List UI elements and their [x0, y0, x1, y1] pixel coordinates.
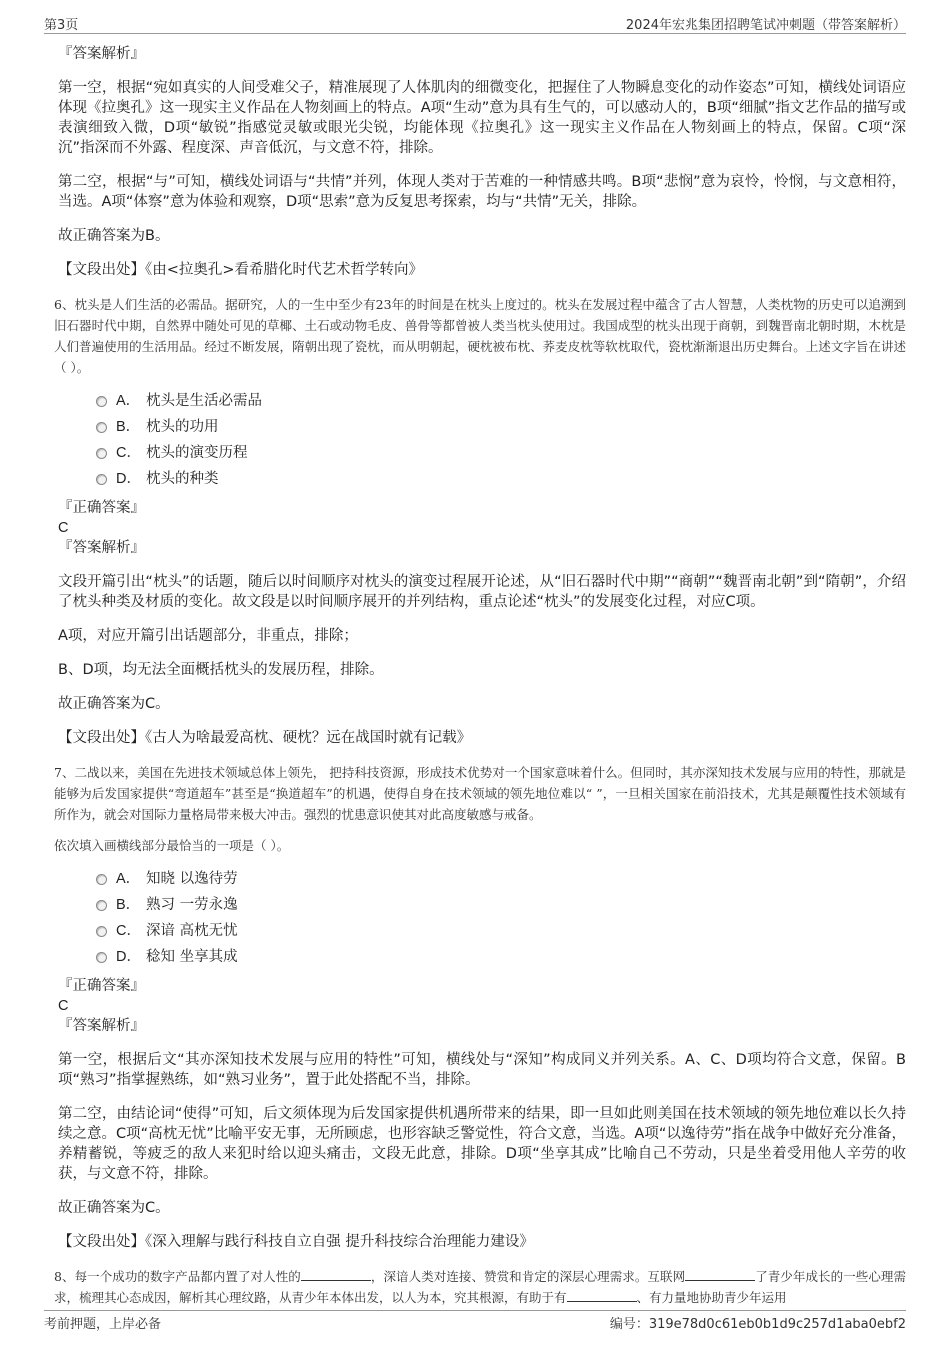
- option-a[interactable]: A． 知晓 以逸待劳: [96, 866, 906, 892]
- correct-answer-label: 『正确答案』: [58, 978, 145, 994]
- radio-icon[interactable]: [96, 474, 107, 485]
- option-b[interactable]: B． 熟习 一劳永逸: [96, 892, 906, 918]
- source-citation: 【文段出处】《古人为啥最爱高枕、硬枕？远在战国时就有记载》: [58, 730, 472, 746]
- fill-blank: [567, 1289, 637, 1302]
- analysis-paragraph: 第二空，由结论词“使得”可知，后文须体现为后发国家提供机遇所带来的结果，即一旦如此则美国在技术领域的领先地位难以长久持续之意。C项“高枕无忧”比喻平安无事，无所顾虑，也形容缺乏警觉性，符合文意，当选。A项“以逸待劳”指在战争中做好充分准备，养精蓄锐，等疲乏的敌人来犯时给以迎头痛击，文段无此意，排除。D项“坐享其成”比喻自己不劳动，只是坐着受用他人辛劳的收获，与文意不符，排除。: [58, 1106, 906, 1182]
- page-header: [44, 14, 906, 34]
- option-list: [96, 388, 906, 492]
- radio-icon[interactable]: [96, 396, 107, 407]
- option-d[interactable]: D． 稔知 坐享其成: [96, 944, 906, 970]
- document-body: [44, 44, 906, 1318]
- question-stem: 6、枕头是人们生活的必需品。据研究，人的一生中至少有23年的时间是在枕头上度过的。枕头在发展过程中蕴含了古人智慧，人类枕物的历史可以追溯到旧石器时代中期，自然界中随处可见的草椰、土石或动物毛皮、兽骨等都曾被人类当枕头使用过。我国成型的枕头出现于商朝，到魏晋南北朝时期，木枕是人们普遍使用的生活用品。经过不断发展，隋朝出现了瓷枕，而从明朝起，硬枕被布枕、荞麦皮枕等软枕取代，瓷枕渐渐退出历史舞台。上述文字旨在讲述（ ）。: [54, 297, 906, 375]
- conclusion: 故正确答案为B。: [58, 228, 170, 244]
- analysis-paragraph: A项，对应开篇引出话题部分，非重点，排除；: [58, 628, 358, 644]
- question-stem: 7、二战以来，美国在先进技术领域总体上领先， 把持科技资源，形成技术优势对一个国家意味着什么。但同时，其亦深知技术发展与应用的特性，那就是能够为后发国家提供“弯道超车”甚至是“换道超车”的机遇，使得自身在技术领域的领先地位难以“ ”，一旦相关国家在前沿技术，尤其是颠覆性技术领域有所作为，就会对国际力量格局带来极大冲击。强烈的忧患意识使其对此高度敏感与戒备。: [54, 765, 906, 822]
- analysis-paragraph: 第一空，根据后文“其亦深知技术发展与应用的特性”可知，横线处与“深知”构成同义并列关系。A、C、D项均符合文意，保留。B项“熟习”指掌握熟练，如“熟习业务”，置于此处搭配不当，排除。: [58, 1052, 906, 1088]
- option-list: [96, 866, 906, 970]
- radio-icon[interactable]: [96, 422, 107, 433]
- fill-blank: [301, 1268, 371, 1281]
- radio-icon[interactable]: [96, 952, 107, 963]
- source-citation: 【文段出处】《深入理解与践行科技自立自强 提升科技综合治理能力建设》: [58, 1234, 534, 1250]
- correct-answer-label: 『正确答案』: [58, 500, 145, 516]
- conclusion: 故正确答案为C。: [58, 1200, 170, 1216]
- radio-icon[interactable]: [96, 926, 107, 937]
- option-c[interactable]: C． 枕头的演变历程: [96, 440, 906, 466]
- page-number: 第3页: [44, 18, 79, 33]
- page-footer: [44, 1313, 906, 1333]
- document-id: 编号：319e78d0c61eb0b1d9c257d1aba0ebf2: [609, 1317, 906, 1332]
- option-c[interactable]: C． 深谙 高枕无忧: [96, 918, 906, 944]
- radio-icon[interactable]: [96, 900, 107, 911]
- footer-slogan: 考前押题，上岸必备: [44, 1317, 162, 1332]
- analysis-label: 『答案解析』: [58, 1018, 145, 1034]
- analysis-paragraph: 第一空，根据“宛如真实的人间受难父子，精准展现了人体肌肉的细微变化，把握住了人物瞬息变化的动作姿态”可知，横线处词语应体现《拉奥孔》这一现实主义作品在人物刻画上的特点。A项“生动”意为具有生气的，可以感动人的，B项“细腻”指文艺作品的描写或表演细致入微，D项“敏锐”指感觉灵敏或眼光尖锐，均能体现《拉奥孔》这一现实主义作品在人物刻画上的特点，保留。C项“深沉”指深而不外露、程度深、声音低沉，与文意不符，排除。: [58, 80, 906, 156]
- footer-divider: [44, 1310, 906, 1311]
- conclusion: 故正确答案为C。: [58, 696, 170, 712]
- analysis-paragraph: 文段开篇引出“枕头”的话题，随后以时间顺序对枕头的演变过程展开论述，从“旧石器时代中期”“商朝”“魏晋南北朝”到“隋朝”，介绍了枕头种类及材质的变化。故文段是以时间顺序展开的并列结构，重点论述“枕头”的发展变化过程，对应C项。: [58, 574, 906, 610]
- option-a[interactable]: A． 枕头是生活必需品: [96, 388, 906, 414]
- question-prompt: 依次填入画横线部分最恰当的一项是（ ）。: [54, 838, 290, 853]
- header-divider: [44, 33, 906, 34]
- source-citation: 【文段出处】《由<拉奥孔>看希腊化时代艺术哲学转向》: [58, 262, 424, 278]
- document-title: 2024年宏兆集团招聘笔试冲刺题（带答案解析）: [625, 18, 906, 33]
- analysis-label: 『答案解析』: [58, 46, 145, 62]
- radio-icon[interactable]: [96, 448, 107, 459]
- radio-icon[interactable]: [96, 874, 107, 885]
- analysis-paragraph: 第二空，根据“与”可知，横线处词语与“共情”并列，体现人类对于苦难的一种情感共鸣。B项“悲悯”意为哀怜，怜悯，与文意相符，当选。A项“体察”意为体验和观察，D项“思索”意为反复思考探索，均与“共情”无关，排除。: [58, 174, 906, 210]
- analysis-paragraph: B、D项，均无法全面概括枕头的发展历程，排除。: [58, 662, 384, 678]
- analysis-label: 『答案解析』: [58, 540, 145, 556]
- question-stem: 8、每一个成功的数字产品都内置了对人性的 ，深谙人类对连接、赞赏和肯定的深层心理需求。互联网 了青少年成长的一些心理需求，梳理其心态成因，解析其心理纹路，从青少年本体出发，以人为本，究其根源，有助于有 、有力量地协助青少年运用: [54, 1269, 906, 1305]
- fill-blank: [685, 1268, 755, 1281]
- option-d[interactable]: D． 枕头的种类: [96, 466, 906, 492]
- correct-answer: C: [58, 520, 69, 536]
- correct-answer: C: [58, 998, 69, 1014]
- option-b[interactable]: B． 枕头的功用: [96, 414, 906, 440]
